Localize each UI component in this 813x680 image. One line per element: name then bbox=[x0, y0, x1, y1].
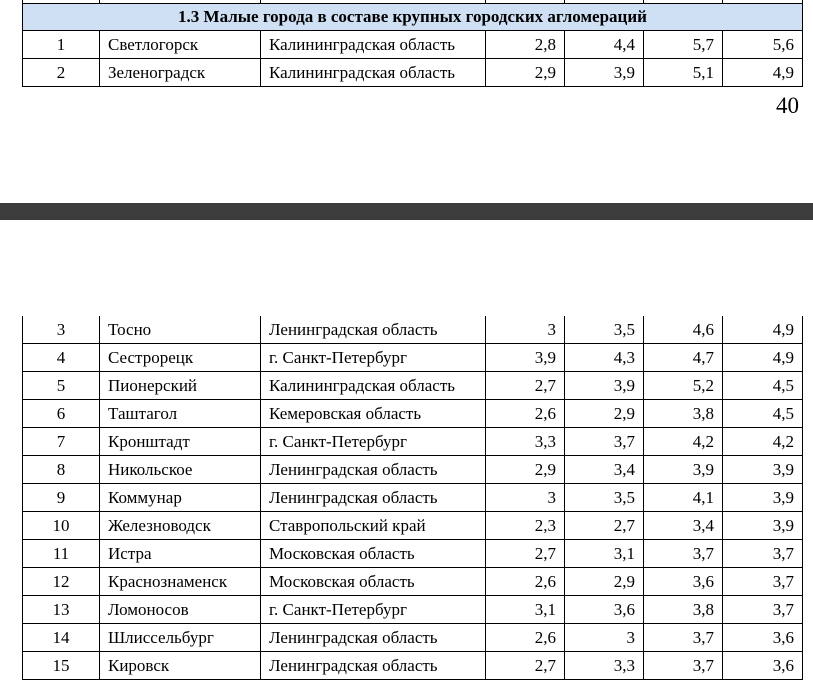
page-top bbox=[0, 0, 813, 203]
value-cell: 3 bbox=[565, 624, 644, 652]
value-cell: 4,4 bbox=[565, 31, 644, 59]
section-title: 1.3 Малые города в составе крупных городских агломераций bbox=[23, 4, 803, 31]
table-row bbox=[23, 372, 803, 400]
row-number-cell: 4 bbox=[23, 344, 100, 372]
table-row bbox=[23, 59, 803, 87]
region-cell: Кемеровская область bbox=[261, 400, 486, 428]
value-cell: 5,7 bbox=[644, 31, 723, 59]
region-cell: г. Санкт-Петербург bbox=[261, 596, 486, 624]
city-cell: Краснознаменск bbox=[100, 568, 261, 596]
region-cell: Московская область bbox=[261, 540, 486, 568]
value-cell: 3,1 bbox=[565, 540, 644, 568]
city-cell: Светлогорск bbox=[100, 31, 261, 59]
value-cell: 3,1 bbox=[486, 596, 565, 624]
table-row bbox=[23, 428, 803, 456]
region-cell: Московская область bbox=[261, 568, 486, 596]
page-bottom bbox=[0, 220, 813, 675]
table-row bbox=[23, 484, 803, 512]
value-cell: 4,5 bbox=[723, 400, 803, 428]
city-cell: Кронштадт bbox=[100, 428, 261, 456]
value-cell: 3,9 bbox=[565, 59, 644, 87]
value-cell: 4,9 bbox=[723, 316, 803, 344]
value-cell: 2,6 bbox=[486, 400, 565, 428]
value-cell: 3,6 bbox=[723, 624, 803, 652]
table-row bbox=[23, 316, 803, 344]
region-cell: Ленинградская область bbox=[261, 652, 486, 680]
value-cell: 2,9 bbox=[486, 456, 565, 484]
table-row bbox=[23, 568, 803, 596]
row-number-cell: 14 bbox=[23, 624, 100, 652]
value-cell: 2,6 bbox=[486, 568, 565, 596]
city-cell: Зеленоградск bbox=[100, 59, 261, 87]
value-cell: 3,3 bbox=[486, 428, 565, 456]
region-cell: Ленинградская область bbox=[261, 624, 486, 652]
region-cell: Ленинградская область bbox=[261, 316, 486, 344]
table-row bbox=[23, 596, 803, 624]
value-cell: 3,3 bbox=[565, 652, 644, 680]
region-cell: Калининградская область bbox=[261, 59, 486, 87]
value-cell: 2,9 bbox=[565, 400, 644, 428]
ratings-table-bottom bbox=[22, 316, 803, 680]
value-cell: 3,6 bbox=[723, 652, 803, 680]
value-cell: 3,9 bbox=[723, 512, 803, 540]
value-cell: 3,7 bbox=[644, 540, 723, 568]
value-cell: 5,6 bbox=[723, 31, 803, 59]
table-row bbox=[23, 344, 803, 372]
value-cell: 3,7 bbox=[723, 568, 803, 596]
city-cell: Кировск bbox=[100, 652, 261, 680]
value-cell: 2,9 bbox=[565, 568, 644, 596]
city-cell: Таштагол bbox=[100, 400, 261, 428]
value-cell: 2,9 bbox=[486, 59, 565, 87]
value-cell: 2,7 bbox=[565, 512, 644, 540]
value-cell: 4,2 bbox=[723, 428, 803, 456]
value-cell: 5,2 bbox=[644, 372, 723, 400]
row-number-cell: 5 bbox=[23, 372, 100, 400]
page-number: 40 bbox=[776, 93, 799, 118]
city-cell: Ломоносов bbox=[100, 596, 261, 624]
row-number-cell: 9 bbox=[23, 484, 100, 512]
value-cell: 4,2 bbox=[644, 428, 723, 456]
region-cell: Ленинградская область bbox=[261, 456, 486, 484]
value-cell: 3,9 bbox=[723, 484, 803, 512]
value-cell: 3,7 bbox=[723, 540, 803, 568]
value-cell: 4,5 bbox=[723, 372, 803, 400]
table-row bbox=[23, 540, 803, 568]
value-cell: 3,4 bbox=[644, 512, 723, 540]
row-number-cell: 1 bbox=[23, 31, 100, 59]
value-cell: 3,7 bbox=[723, 596, 803, 624]
row-number-cell: 3 bbox=[23, 316, 100, 344]
value-cell: 3 bbox=[486, 484, 565, 512]
row-number-cell: 12 bbox=[23, 568, 100, 596]
value-cell: 3,9 bbox=[723, 456, 803, 484]
value-cell: 2,3 bbox=[486, 512, 565, 540]
value-cell: 3,9 bbox=[486, 344, 565, 372]
value-cell: 3,7 bbox=[644, 624, 723, 652]
value-cell: 3,4 bbox=[565, 456, 644, 484]
region-cell: Калининградская область bbox=[261, 31, 486, 59]
city-cell: Истра bbox=[100, 540, 261, 568]
value-cell: 3,9 bbox=[644, 456, 723, 484]
value-cell: 4,6 bbox=[644, 316, 723, 344]
value-cell: 3,5 bbox=[565, 484, 644, 512]
region-cell: г. Санкт-Петербург bbox=[261, 428, 486, 456]
value-cell: 3,9 bbox=[565, 372, 644, 400]
region-cell: Ленинградская область bbox=[261, 484, 486, 512]
value-cell: 3,7 bbox=[644, 652, 723, 680]
value-cell: 2,8 bbox=[486, 31, 565, 59]
value-cell: 4,3 bbox=[565, 344, 644, 372]
value-cell: 4,9 bbox=[723, 344, 803, 372]
city-cell: Сестрорецк bbox=[100, 344, 261, 372]
value-cell: 4,7 bbox=[644, 344, 723, 372]
row-number-cell: 15 bbox=[23, 652, 100, 680]
value-cell: 3,8 bbox=[644, 596, 723, 624]
value-cell: 3,7 bbox=[565, 428, 644, 456]
ratings-table-top bbox=[22, 0, 803, 87]
table-row bbox=[23, 624, 803, 652]
row-number-cell: 8 bbox=[23, 456, 100, 484]
row-number-cell: 7 bbox=[23, 428, 100, 456]
value-cell: 3,8 bbox=[644, 400, 723, 428]
region-cell: Ставропольский край bbox=[261, 512, 486, 540]
city-cell: Пионерский bbox=[100, 372, 261, 400]
value-cell: 2,6 bbox=[486, 624, 565, 652]
value-cell: 3,5 bbox=[565, 316, 644, 344]
table-row bbox=[23, 652, 803, 680]
row-number-cell: 2 bbox=[23, 59, 100, 87]
value-cell: 3,6 bbox=[644, 568, 723, 596]
table-row bbox=[23, 456, 803, 484]
city-cell: Шлиссельбург bbox=[100, 624, 261, 652]
value-cell: 4,1 bbox=[644, 484, 723, 512]
table-row bbox=[23, 31, 803, 59]
section-header-row bbox=[23, 4, 803, 31]
value-cell: 3,6 bbox=[565, 596, 644, 624]
value-cell: 3 bbox=[486, 316, 565, 344]
region-cell: Калининградская область bbox=[261, 372, 486, 400]
row-number-cell: 10 bbox=[23, 512, 100, 540]
table-row bbox=[23, 512, 803, 540]
row-number-cell: 11 bbox=[23, 540, 100, 568]
value-cell: 2,7 bbox=[486, 540, 565, 568]
row-number-cell: 13 bbox=[23, 596, 100, 624]
region-cell: г. Санкт-Петербург bbox=[261, 344, 486, 372]
row-number-cell: 6 bbox=[23, 400, 100, 428]
value-cell: 5,1 bbox=[644, 59, 723, 87]
page-separator bbox=[0, 203, 813, 220]
city-cell: Коммунар bbox=[100, 484, 261, 512]
city-cell: Тосно bbox=[100, 316, 261, 344]
city-cell: Железноводск bbox=[100, 512, 261, 540]
value-cell: 4,9 bbox=[723, 59, 803, 87]
city-cell: Никольское bbox=[100, 456, 261, 484]
table-row bbox=[23, 400, 803, 428]
value-cell: 2,7 bbox=[486, 372, 565, 400]
value-cell: 2,7 bbox=[486, 652, 565, 680]
